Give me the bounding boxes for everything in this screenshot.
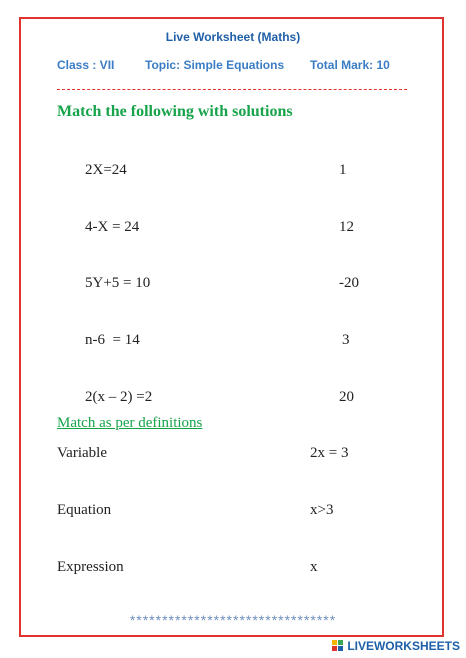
equation-item[interactable]: 5Y+5 = 10 [85,275,151,291]
header-divider [57,89,407,90]
solution-item[interactable]: 20 [339,389,354,405]
solution-item[interactable]: -20 [339,275,359,291]
liveworksheets-icon [332,640,344,652]
equation-item[interactable]: 2X=24 [85,162,127,178]
equation-item[interactable]: n-6 = 14 [85,332,140,348]
section-heading-solutions: Match the following with solutions [57,103,293,120]
definition-term[interactable]: Variable [57,445,107,461]
total-mark-label: Total Mark: 10 [310,58,390,72]
topic-label: Topic: Simple Equations [145,58,285,72]
solution-item[interactable]: 12 [339,219,354,235]
definition-match[interactable]: 2x = 3 [310,445,349,461]
brand-name: LIVEWORKSHEETS [347,639,460,653]
section-heading-definitions: Match as per definitions [57,415,203,431]
class-label: Class : VII [57,58,115,72]
worksheet-title: Live Worksheet (Maths) [165,30,301,44]
equation-item[interactable]: 4-X = 24 [85,219,140,235]
solution-item[interactable]: 1 [339,162,347,178]
solution-item[interactable]: 3 [342,332,350,348]
definition-match[interactable]: x>3 [310,502,334,518]
liveworksheets-logo [332,639,460,653]
definition-match[interactable]: x [310,559,318,575]
footer-stars: ******************************** [129,612,337,628]
definition-term[interactable]: Expression [57,559,124,575]
equation-item[interactable]: 2(x – 2) =2 [85,389,153,405]
definition-term[interactable]: Equation [57,502,112,518]
